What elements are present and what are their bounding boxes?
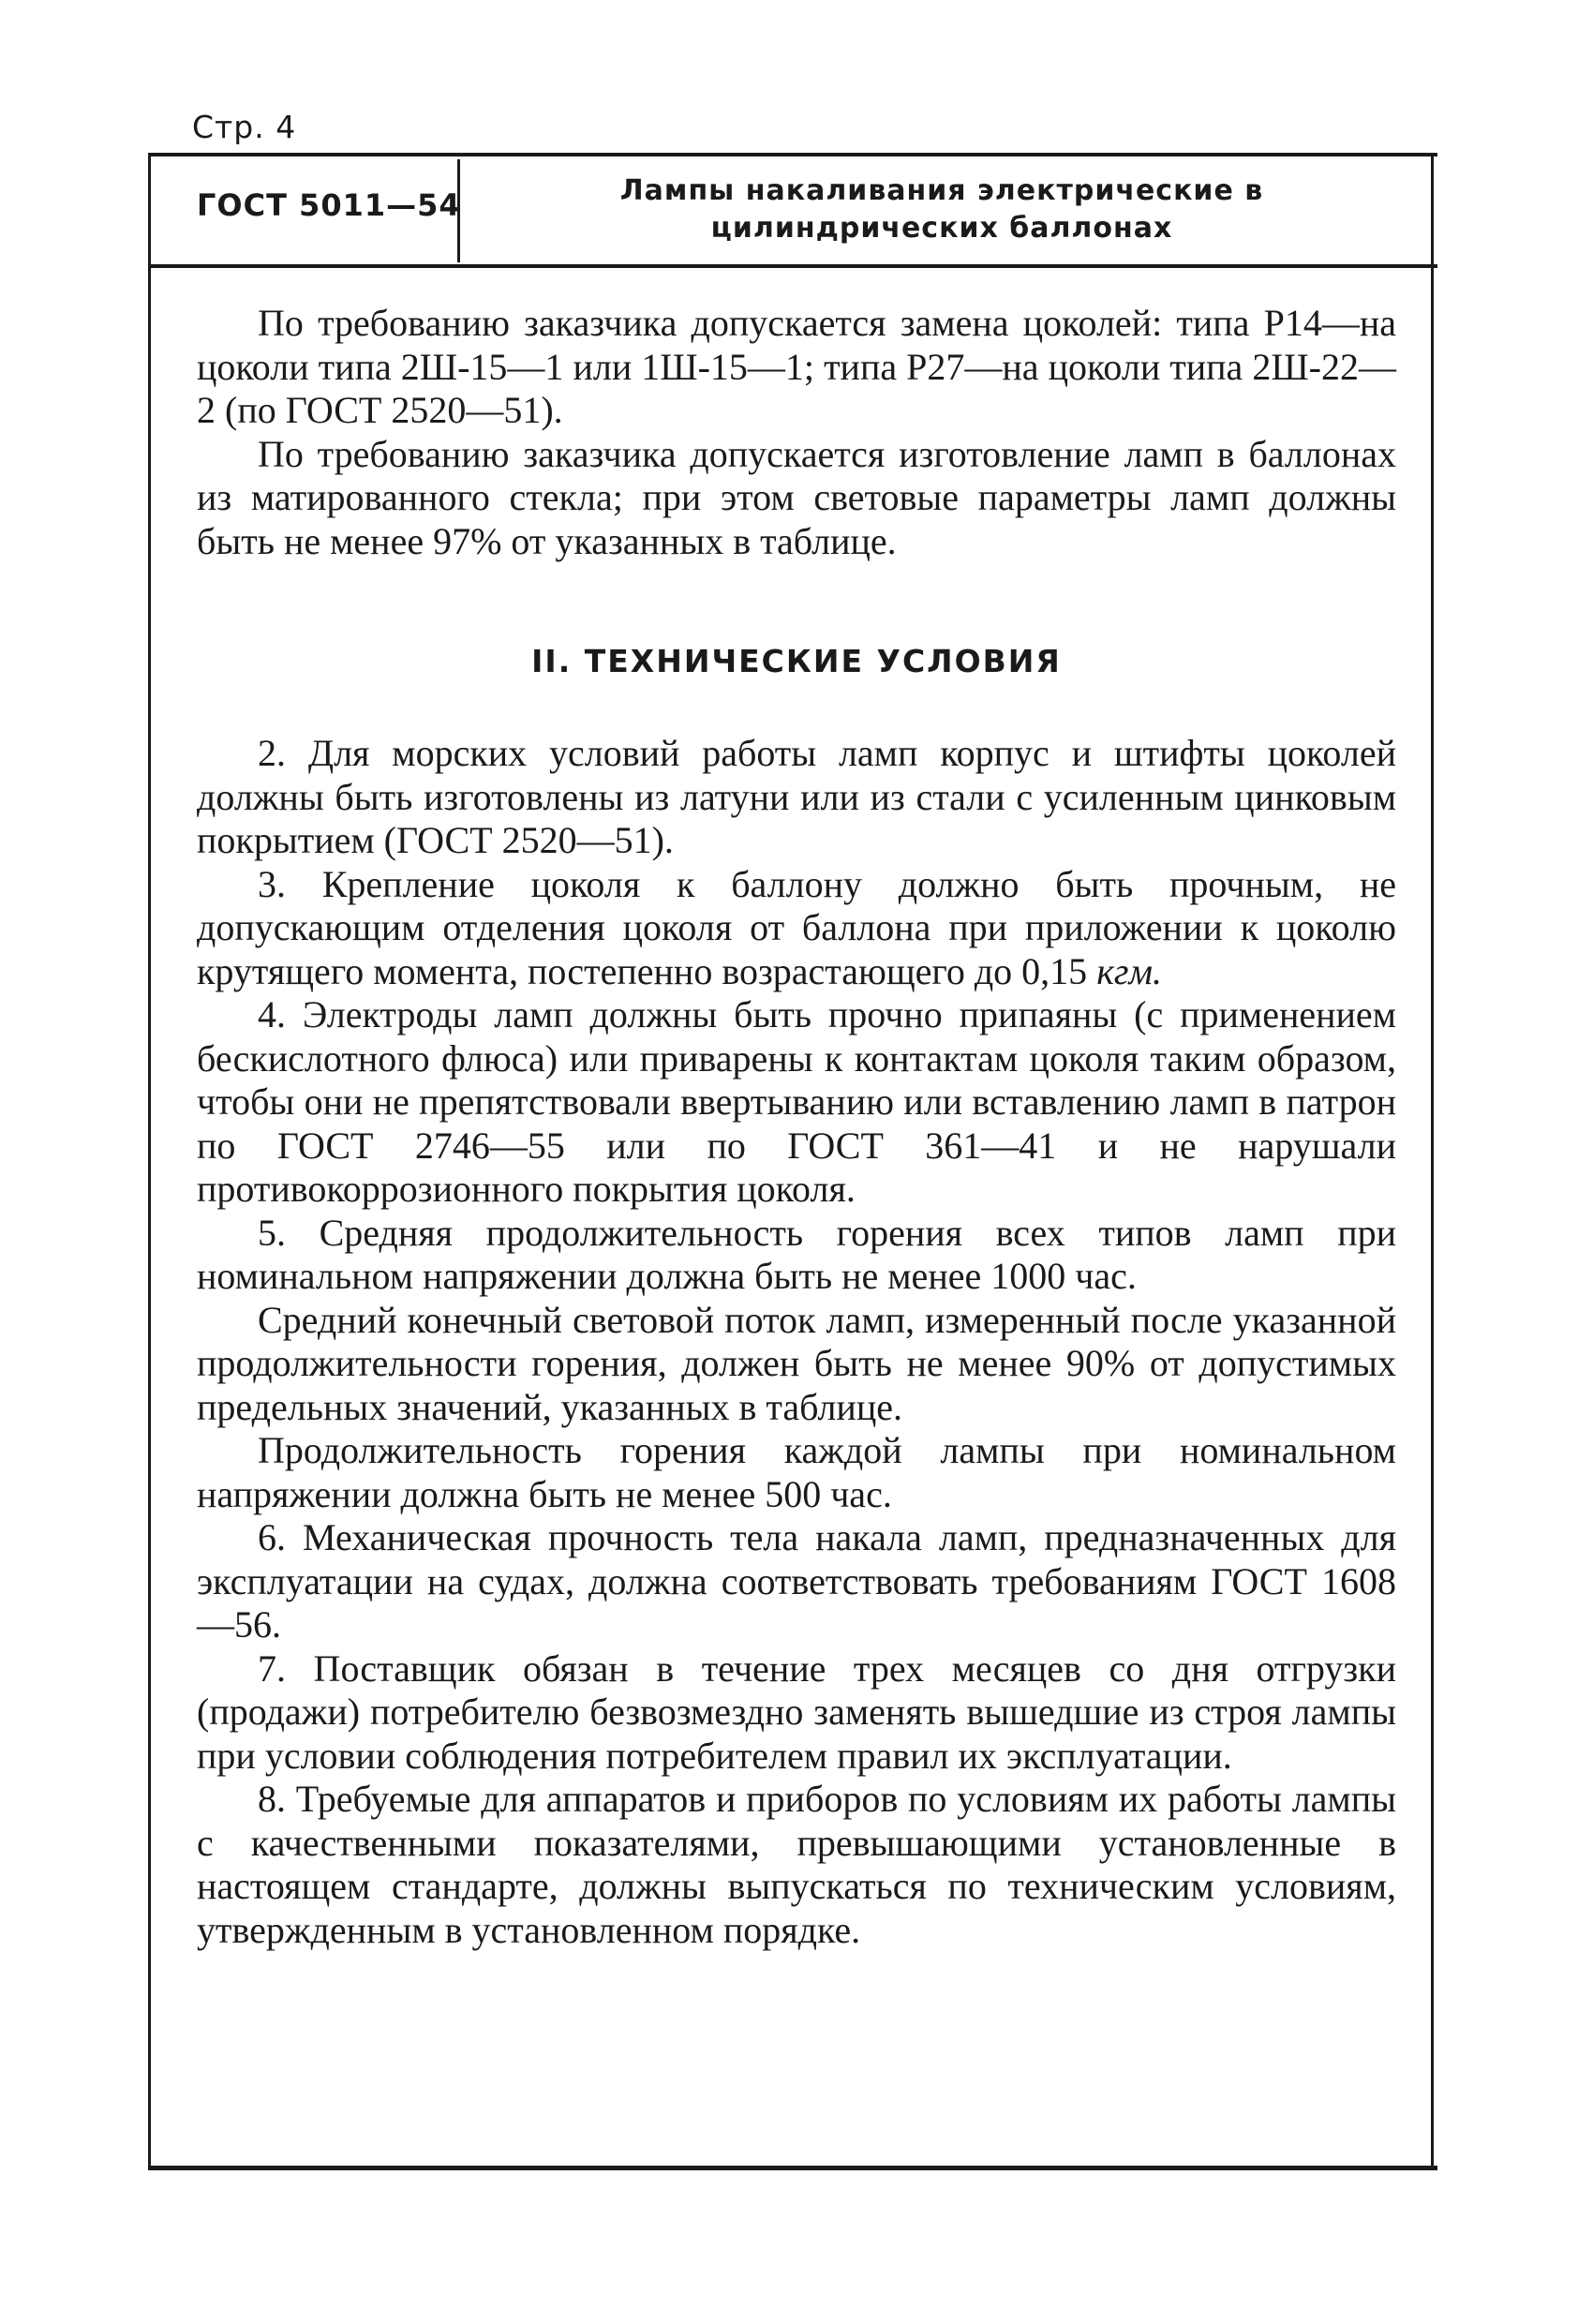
clause-5: 5. Средняя продолжительность горения всех типов ламп при номинальном напряжении должна быть не менее 1000 час. — [197, 1211, 1396, 1297]
gost-number: ГОСТ 5011—54 — [197, 187, 461, 223]
clause-8: 8. Требуемые для аппаратов и приборов по условиям их работы лампы с качественными показателями, превышающими установленные в настоящем стандарте, должны выпускаться по техническим условиям, утвержденным в установленном порядке. — [197, 1778, 1396, 1951]
frame-bottom-rule — [148, 2166, 1437, 2170]
clause-3-text: 3. Крепление цоколя к баллону должно быть прочным, не допускающим отделения цоколя от баллона при приложении к цоколю крутящего момента, постепенно возрастающего до 0,15 — [197, 862, 1396, 992]
header-bottom-rule — [148, 264, 1437, 268]
document-body — [197, 302, 1396, 1952]
clause-2: 2. Для морских условий работы ламп корпус и штифты цоколей должны быть изготовлены из латуни или из стали с усиленным цинковым покрытием (ГОСТ 2520—51). — [197, 732, 1396, 861]
clause-3-unit: кгм. — [1096, 949, 1163, 992]
section-heading: II. ТЕХНИЧЕСКИЕ УСЛОВИЯ — [531, 643, 1062, 679]
page-number: Стр. 4 — [192, 109, 297, 145]
intro-paragraph-2: По требованию заказчика допускается изготовление ламп в баллонах из матированного стекла; при этом световые параметры ламп должны быть не менее 97% от указанных в таблице. — [197, 432, 1396, 562]
clause-6: 6. Механическая прочность тела накала ламп, предназначенных для эксплуатации на судах, должна соответствовать требованиям ГОСТ 1608—56. — [197, 1516, 1396, 1646]
header-top-rule — [148, 153, 1437, 156]
clause-5-paragraph-2: Средний конечный световой поток ламп, измеренный после указанной продолжительности горения, должен быть не менее 90% от допустимых предельных значений, указанных в таблице. — [197, 1298, 1396, 1428]
clause-7: 7. Поставщик обязан в течение трех месяцев со дня отгрузки (продажи) потребителю безвозмездно заменять вышедшие из строя лампы при условии соблюдения потребителем правил их эксплуатации. — [197, 1646, 1396, 1777]
intro-paragraph-1: По требованию заказчика допускается замена цоколей: типа Р14—на цоколи типа 2Ш-15—1 или 1Ш-15—1; типа Р27—на цоколи типа 2Ш-22—2 (по ГОСТ 2520—51). — [197, 302, 1396, 431]
clause-3 — [197, 863, 1396, 994]
document-title: Лампы накаливания электрические в цилиндрических баллонах — [619, 174, 1264, 245]
clause-5-paragraph-3: Продолжительность горения каждой лампы при номинальном напряжении должна быть не менее 500 час. — [197, 1429, 1396, 1515]
clause-4: 4. Электроды ламп должны быть прочно припаяны (с применением бескислотного флюса) или приварены к контактам цоколя таким образом, чтобы они не препятствовали ввертыванию или вставлению ламп в патрон по ГОСТ 2746—55 или по ГОСТ 361—41 и не нарушали противокоррозионного покрытия цоколя. — [197, 993, 1396, 1210]
